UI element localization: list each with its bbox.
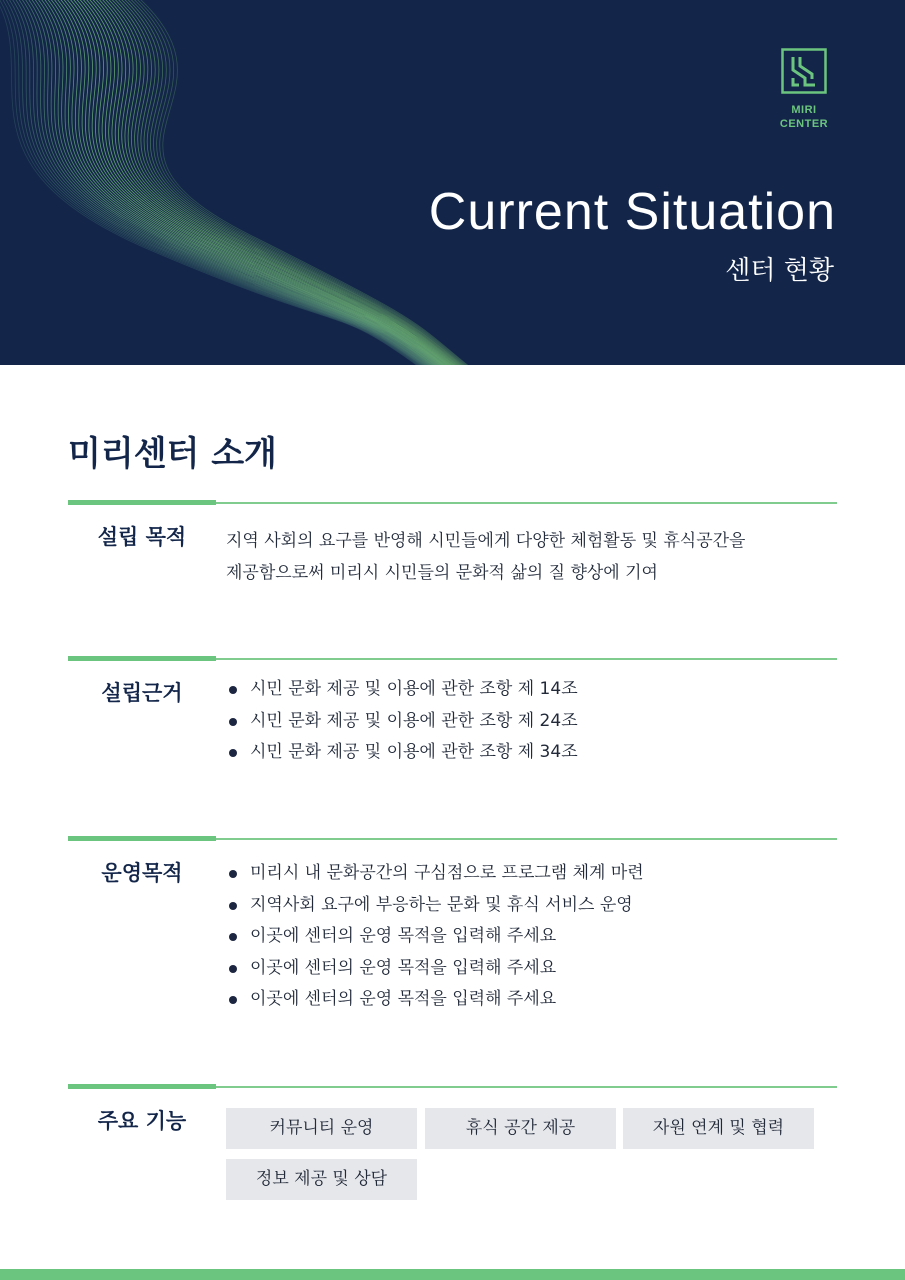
function-tag-info: 정보 제공 및 상담	[226, 1159, 417, 1200]
section-divider-accent	[68, 1084, 216, 1089]
section-divider-accent	[68, 656, 216, 661]
wave-line	[80, 0, 462, 365]
section-title: 미리센터 소개	[68, 434, 277, 474]
list-item: 시민 문화 제공 및 이용에 관한 조항 제 14조	[226, 674, 826, 706]
purpose-body	[226, 525, 826, 589]
wave-line	[68, 0, 458, 365]
footer-accent-bar	[0, 1269, 905, 1280]
hero-banner	[0, 0, 905, 365]
list-item: 이곳에 센터의 운영 목적을 입력해 주세요	[226, 953, 826, 985]
wave-line	[77, 0, 461, 365]
list-item: 이곳에 센터의 운영 목적을 입력해 주세요	[226, 921, 826, 953]
wave-line	[124, 0, 478, 365]
wave-line	[105, 0, 471, 365]
wave-line	[118, 0, 476, 365]
logo-text-line1: MIRI	[791, 104, 817, 116]
miri-logo-icon	[781, 48, 827, 94]
wave-line	[99, 0, 469, 365]
function-tag-community: 커뮤니티 운영	[226, 1108, 417, 1149]
wave-line	[71, 0, 459, 365]
page-title: Current Situation	[428, 183, 836, 241]
wave-line	[93, 0, 467, 365]
miri-center-logo	[777, 48, 831, 131]
list-item: 미리시 내 문화공간의 구심점으로 프로그램 체계 마련	[226, 858, 826, 890]
function-tag-resource: 자원 연계 및 협력	[623, 1108, 814, 1149]
wave-line	[96, 0, 468, 365]
list-item: 이곳에 센터의 운영 목적을 입력해 주세요	[226, 984, 826, 1016]
functions-label: 주요 기능	[97, 1109, 187, 1133]
section-divider-accent	[68, 836, 216, 841]
wave-line	[121, 0, 477, 365]
basis-body	[226, 674, 826, 769]
wave-line	[65, 0, 457, 365]
purpose-label: 설립 목적	[97, 525, 187, 549]
wave-line	[127, 0, 479, 365]
list-item: 시민 문화 제공 및 이용에 관한 조항 제 24조	[226, 706, 826, 738]
wave-line	[111, 0, 473, 365]
basis-label: 설립근거	[101, 681, 183, 705]
wave-line	[62, 0, 456, 365]
page-subtitle: 센터 현황	[725, 256, 834, 286]
wave-line	[90, 0, 466, 365]
purpose-line-2: 제공함으로써 미리시 시민들의 문화적 삶의 질 향상에 기여	[226, 563, 658, 583]
list-item: 지역사회 요구에 부응하는 문화 및 휴식 서비스 운영	[226, 890, 826, 922]
wave-line	[130, 0, 480, 365]
section-divider-accent	[68, 500, 216, 505]
operation-list	[226, 858, 826, 1016]
wave-line	[108, 0, 472, 365]
wave-line	[58, 0, 454, 365]
logo-text-line2: CENTER	[779, 118, 829, 130]
operation-body	[226, 858, 826, 1016]
function-tag-rest-space: 휴식 공간 제공	[425, 1108, 616, 1149]
list-item: 시민 문화 제공 및 이용에 관한 조항 제 34조	[226, 737, 826, 769]
wave-line	[83, 0, 463, 365]
purpose-line-1: 지역 사회의 요구를 반영해 시민들에게 다양한 체험활동 및 휴식공간을	[226, 531, 746, 551]
logo-wordmark	[777, 103, 831, 131]
basis-list	[226, 674, 826, 769]
operation-label: 운영목적	[101, 861, 183, 885]
